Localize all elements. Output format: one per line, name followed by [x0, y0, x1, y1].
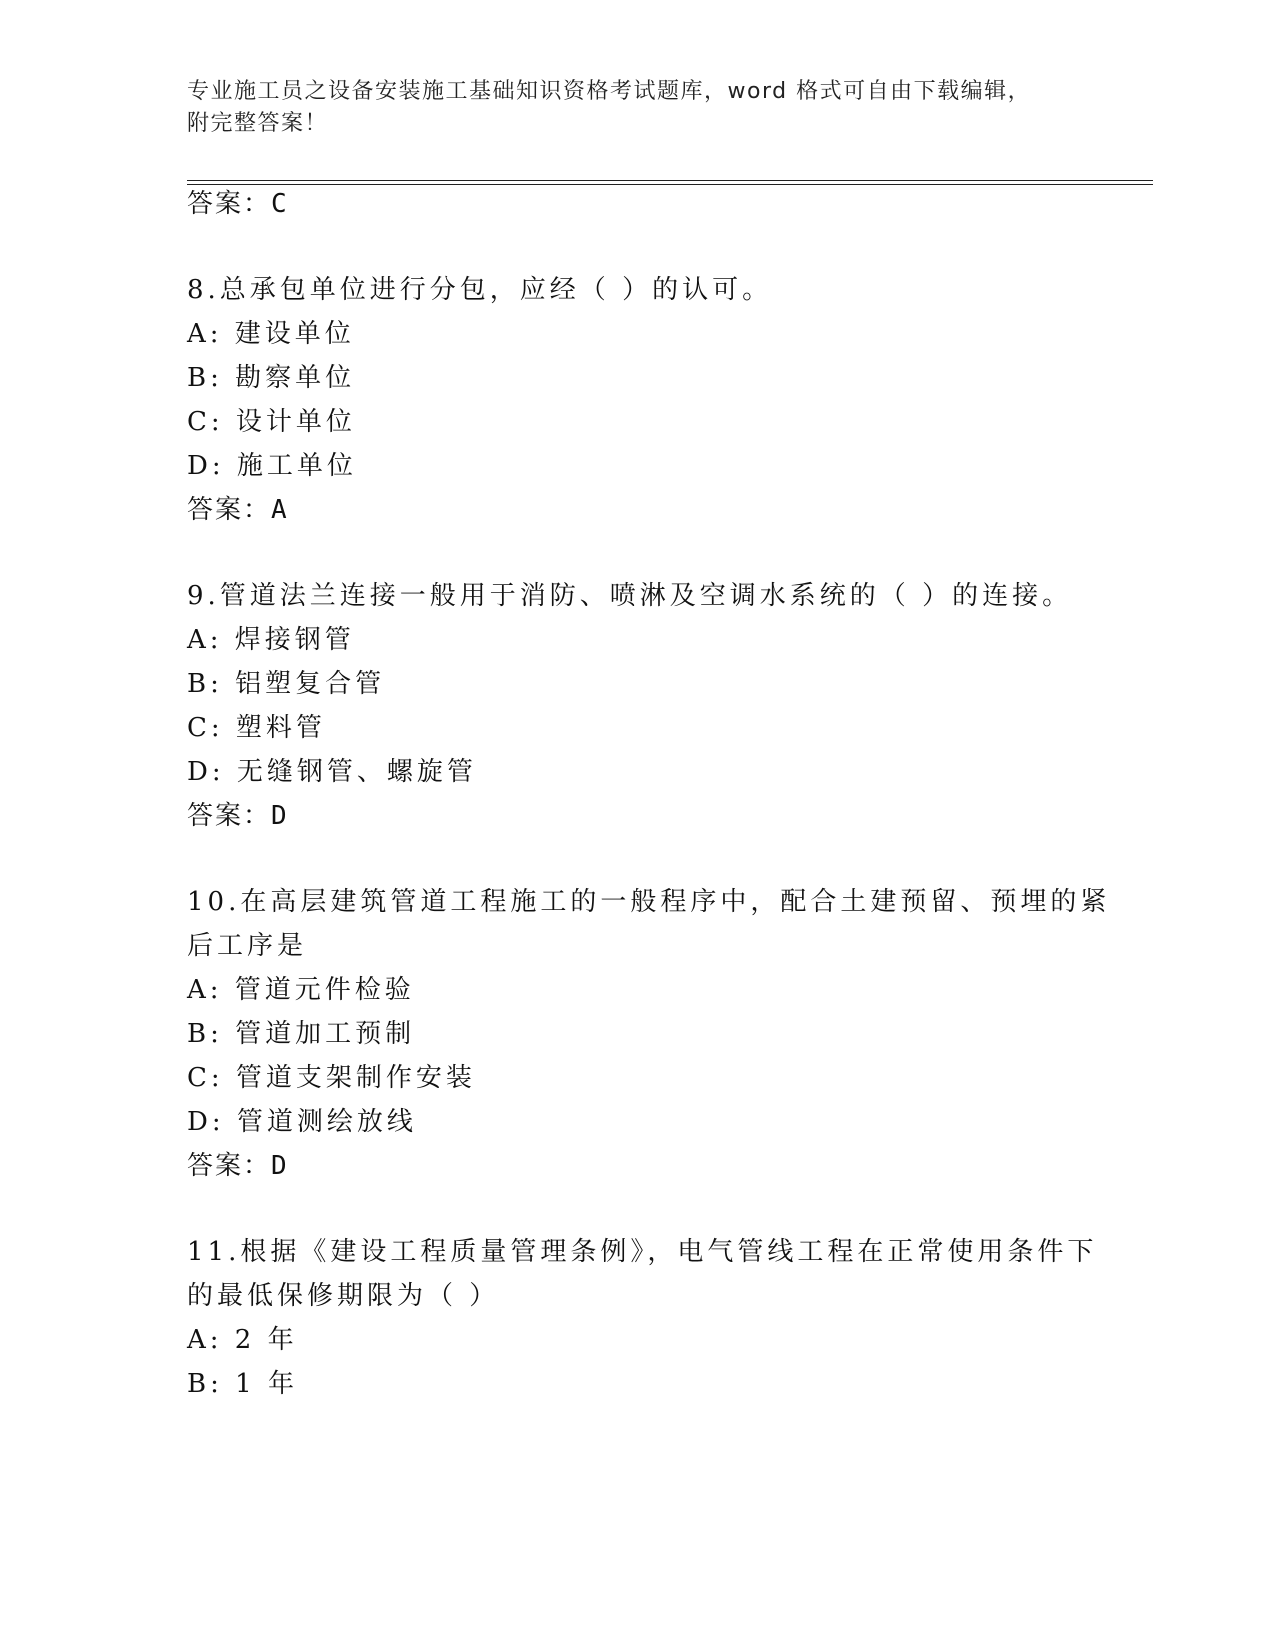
header-line-1: 专业施工员之设备安装施工基础知识资格考试题库，word 格式可自由下载编辑， — [187, 79, 1032, 104]
question-8-option-c: C: 设计单位 — [187, 407, 356, 437]
answer-value: D — [271, 1151, 289, 1181]
question-9-option-a: A: 焊接钢管 — [187, 625, 355, 655]
question-9-option-b: B: 铝塑复合管 — [187, 669, 386, 699]
question-10-option-c: C: 管道支架制作安装 — [187, 1063, 476, 1093]
question-10-option-b: B: 管道加工预制 — [187, 1019, 416, 1049]
question-10-option-a: A: 管道元件检验 — [187, 975, 415, 1005]
question-8-option-a: A: 建设单位 — [187, 319, 355, 349]
answer-value: D — [271, 801, 289, 831]
header-divider-bottom — [187, 184, 1153, 185]
question-11-stem-line-1: 11.根据《建设工程质量管理条例》，电气管线工程在正常使用条件下 — [187, 1237, 1098, 1267]
question-8-stem: 8.总承包单位进行分包，应经（ ）的认可。 — [187, 275, 773, 305]
question-8-answer — [187, 494, 1087, 526]
question-10-answer — [187, 1150, 1087, 1182]
question-10-option-d: D: 管道测绘放线 — [187, 1107, 417, 1137]
answer-label: 答案： — [187, 801, 272, 831]
question-9-option-c: C: 塑料管 — [187, 713, 326, 743]
answer-label: 答案： — [187, 189, 272, 219]
answer-label: 答案： — [187, 495, 272, 525]
question-10-stem-line-2: 后工序是 — [187, 931, 308, 961]
header-divider-top — [187, 180, 1153, 181]
question-10-stem-line-1: 10.在高层建筑管道工程施工的一般程序中，配合土建预留、预埋的紧 — [187, 887, 1111, 917]
question-8-option-b: B: 勘察单位 — [187, 363, 356, 393]
question-11-stem-line-2: 的最低保修期限为（ ） — [187, 1281, 500, 1311]
header-line-2: 附完整答案！ — [187, 111, 329, 136]
question-8-option-d: D: 施工单位 — [187, 451, 357, 481]
question-11-option-a: A: 2 年 — [187, 1325, 298, 1355]
previous-answer — [187, 188, 1087, 220]
document-header — [187, 76, 1067, 140]
question-9-answer — [187, 800, 1087, 832]
answer-label: 答案： — [187, 1151, 272, 1181]
question-11-option-b: B: 1 年 — [187, 1369, 298, 1399]
answer-value: C — [271, 189, 289, 219]
question-9-stem: 9.管道法兰连接一般用于消防、喷淋及空调水系统的（ ）的连接。 — [187, 581, 1073, 611]
answer-value: A — [271, 495, 289, 525]
question-9-option-d: D: 无缝钢管、螺旋管 — [187, 757, 477, 787]
